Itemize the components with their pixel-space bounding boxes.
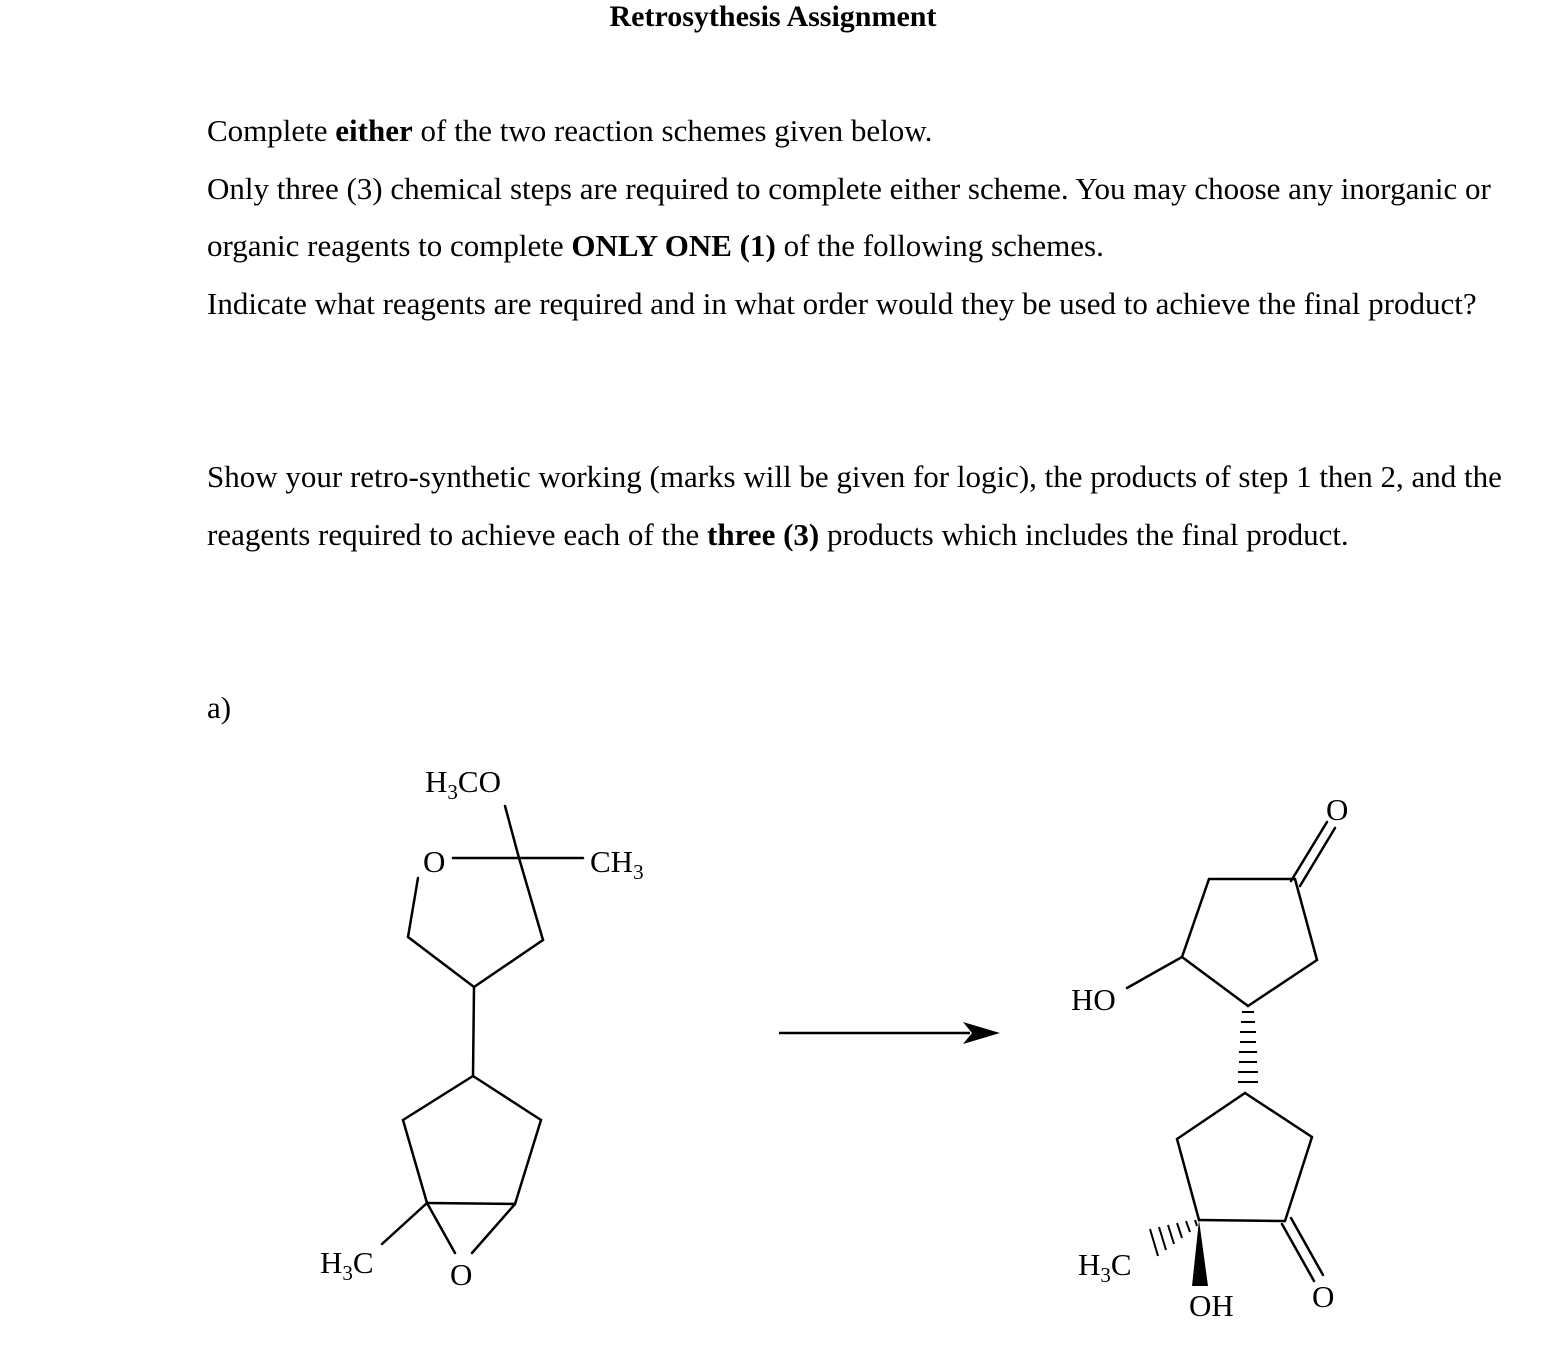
methoxy-label: $H_3CO$ bbox=[425, 764, 501, 804]
instruction-line-3: Indicate what reagents are required and in what order would they be used to achieve the final product? bbox=[207, 285, 1477, 321]
instruction-line-1: Complete either of the two reaction schemes given below. bbox=[207, 113, 933, 148]
ring-oxygen-label: O bbox=[423, 844, 446, 879]
methyl-label: $CH_3$ bbox=[590, 844, 644, 884]
reaction-arrow bbox=[779, 1022, 1000, 1044]
hashed-bond bbox=[1238, 1012, 1258, 1082]
hydroxyl-label-bottom: OH bbox=[1189, 1288, 1234, 1323]
hydroxyl-label-left: HO bbox=[1071, 982, 1116, 1017]
page-title: Retrosythesis Assignment bbox=[609, 0, 937, 33]
top-ketone-oxygen-label: O bbox=[1326, 792, 1349, 827]
scheme-label: a) bbox=[207, 690, 232, 725]
product-structure bbox=[1127, 822, 1335, 1281]
epoxide-oxygen-label: O bbox=[450, 1257, 473, 1292]
product-methyl-label: $H_3C$ bbox=[1078, 1247, 1132, 1287]
instruction-line-2: Only three (3) chemical steps are required to complete either scheme. You may choose any inorganic or organic reagents to complete ONLY ONE (1) of the following schemes. bbox=[207, 170, 1491, 263]
solid-wedge-hydroxyl bbox=[1192, 1220, 1208, 1286]
bottom-ketone-oxygen-label: O bbox=[1312, 1279, 1335, 1314]
starting-material-structure bbox=[382, 806, 583, 1253]
retrosynthesis-instruction: Show your retro-synthetic working (marks will be given for logic), the products of step 1 then 2, and the reagents required to achieve each of the three (3) products which includes the final product. bbox=[207, 459, 1502, 552]
hashed-wedge-methyl bbox=[1150, 1220, 1197, 1256]
epoxide-methyl-label: $H_3C$ bbox=[320, 1245, 374, 1285]
